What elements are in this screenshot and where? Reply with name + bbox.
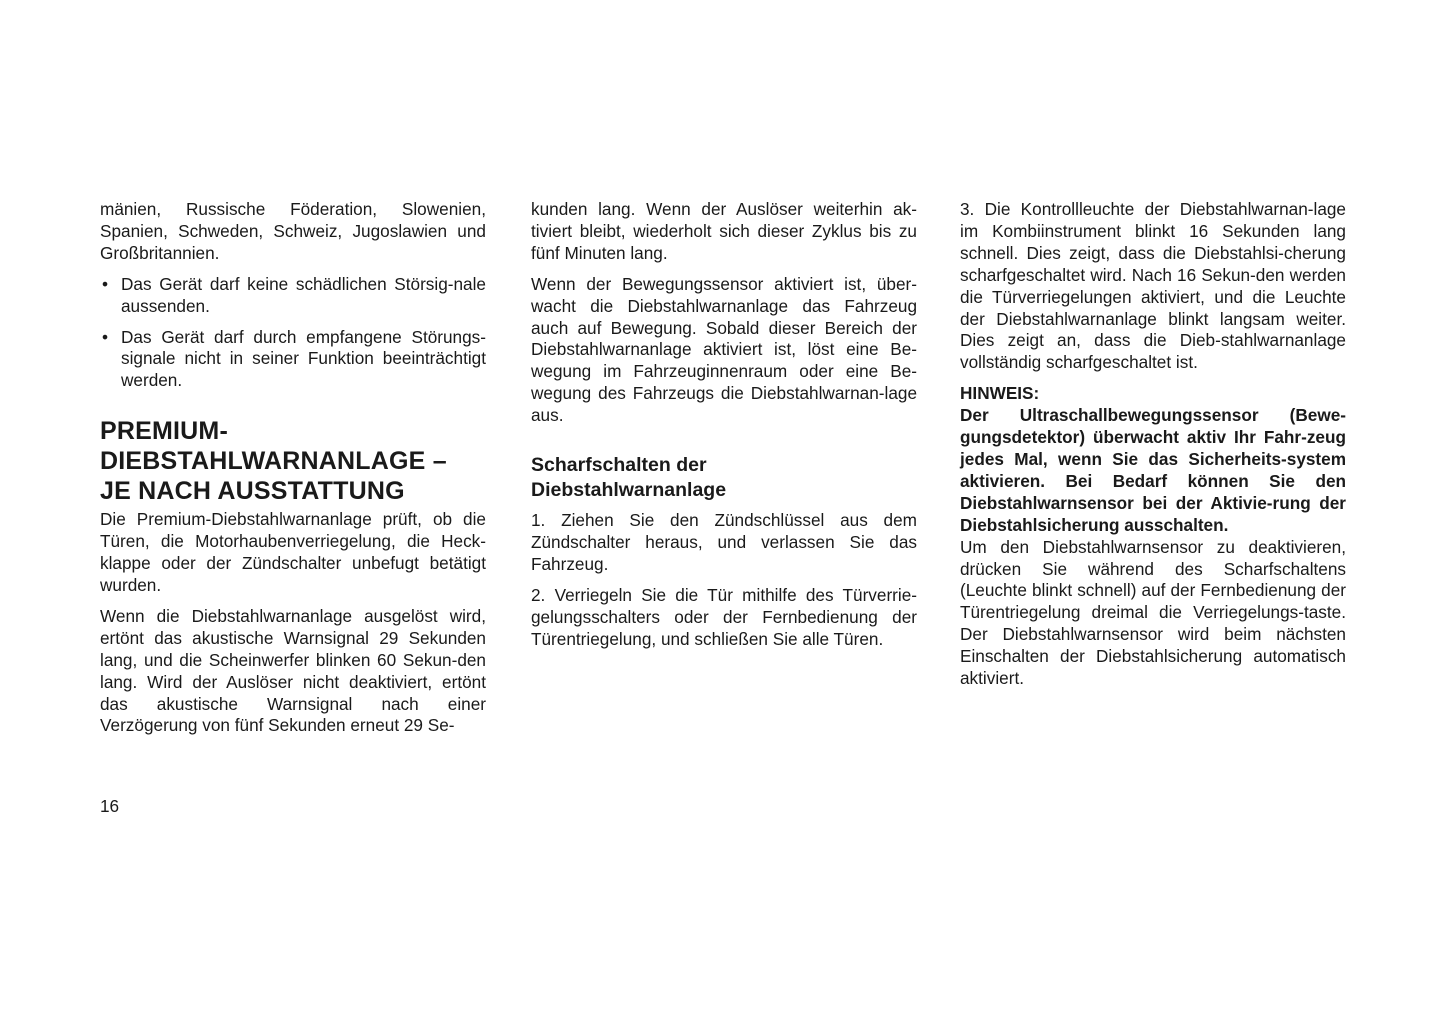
step-paragraph: 2. Verriegeln Sie die Tür mithilfe des Türverrie-gelungsschalters oder der Fernbedienung der Türentriegelung, und schließen Sie alle Türen. (531, 584, 917, 649)
list-item (100, 274, 486, 318)
body-paragraph: Wenn der Bewegungssensor aktiviert ist, über-wacht die Diebstahlwarnanlage das Fahrzeug auch auf Bewegung. Sobald dieser Bereich der Diebstahlwarnanlage aktiviert ist, löst eine Be-wegung im Fahrzeuginnenraum oder eine Be-wegung des Fahrzeugs die Diebstahlwarnan-lage aus. (531, 273, 917, 426)
step-paragraph: 1. Ziehen Sie den Zündschlüssel aus dem Zündschalter heraus, und verlassen Sie das Fahrzeug. (531, 510, 917, 574)
body-paragraph: Um den Diebstahlwarnsensor zu deaktivieren, drücken Sie während des Scharfschaltens (Leuchte blinkt schnell) auf der Fernbedienung der Türentriegelung dreimal die Verriegelungs-taste. Der Diebstahlwarnsensor wird beim nächsten Einschalten der Diebstahlsicherung automatisch aktiviert. (960, 536, 1346, 689)
list-item-text: Das Gerät darf keine schädlichen Störsig-nale aussenden. (121, 273, 486, 316)
list-item (100, 327, 486, 393)
subsection-heading (531, 453, 917, 502)
section-heading (100, 416, 486, 506)
section-heading-line: DIEBSTAHLWARNANLAGE – (100, 447, 447, 476)
list-item-text: Das Gerät darf durch empfangene Störungs-signale nicht in seiner Funktion beeinträchtigt werden. (121, 326, 486, 391)
section-heading-line: JE NACH AUSSTATTUNG (100, 477, 405, 506)
intro-paragraph: mänien, Russische Föderation, Slowenien, Spanien, Schweden, Schweiz, Jugoslawien und Großbritannien. (100, 199, 486, 263)
bullet-icon: • (102, 326, 109, 347)
bullet-icon: • (102, 273, 109, 294)
subsection-heading-line: Diebstahlwarnanlage (531, 478, 727, 501)
body-paragraph: Die Premium-Diebstahlwarnanlage prüft, ob die Türen, die Motorhaubenverriegelung, die Heck-klappe oder der Zündschalter unbefugt betätigt wurden. (100, 509, 486, 595)
step-paragraph: 3. Die Kontrollleuchte der Diebstahlwarnan-lage im Kombiinstrument blinkt 16 Sekunden lang schnell. Dies zeigt, dass die Diebstahlsi-cherung scharfgeschaltet wird. Nach 16 Sekun-den werden die Türverriegelungen aktiviert, und die Leuchte der Diebstahlwarnanlage blinkt langsam weiter. Dies zeigt an, dass die Dieb-stahlwarnanlage vollständig scharfgeschaltet ist. (960, 199, 1346, 373)
column-1 (100, 199, 486, 737)
column-2 (531, 199, 917, 651)
page-number: 16 (100, 796, 120, 816)
body-paragraph: kunden lang. Wenn der Auslöser weiterhin ak-tiviert bleibt, wiederholt sich dieser Zyklus bis zu fünf Minuten lang. (531, 199, 917, 263)
body-paragraph: Wenn die Diebstahlwarnanlage ausgelöst wird, ertönt das akustische Warnsignal 29 Sekunden lang, und die Scheinwerfer blinken 60 Sekun-den lang. Wird der Auslöser nicht deaktiviert, ertönt das akustische Warnsignal nach einer Verzögerung von fünf Sekunden erneut 29 Se- (100, 605, 486, 736)
note-text: Der Ultraschallbewegungssensor (Bewe-gungsdetektor) überwacht aktiv Ihr Fahr-zeug jedes Mal, wenn Sie das Sicherheits-system aktivieren. Bei Bedarf können Sie den Diebstahlwarnsensor bei der Aktivie-rung der Diebstahlsicherung ausschalten. (960, 405, 1346, 535)
bullet-list (100, 274, 486, 393)
column-3 (960, 199, 1346, 690)
subsection-heading-line: Scharfschalten der (531, 454, 707, 477)
note-label: HINWEIS: (960, 383, 1040, 404)
section-heading-line: PREMIUM- (100, 417, 228, 446)
